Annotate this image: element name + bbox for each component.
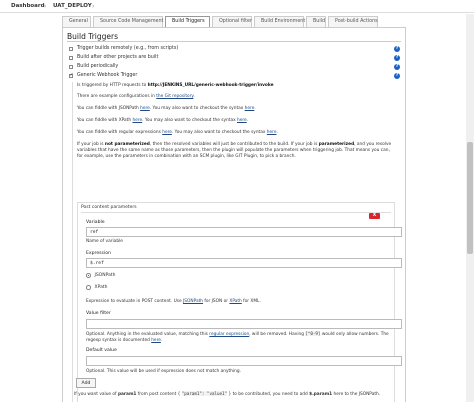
regular-expression-link[interactable]: regular expression [209, 332, 250, 337]
jsonpath-syntax-link[interactable]: here [244, 106, 255, 111]
regex-doc-link[interactable]: here [151, 338, 161, 343]
breadcrumb-job[interactable]: UAT_DEPLOY [53, 3, 92, 9]
jsonpath-text: You can fiddle with JSONPath here. You may also want to checkout the syntax here. [77, 106, 256, 111]
trigger-remote-label: Trigger builds remotely (e.g., from scripts) [77, 46, 179, 51]
xpath-link[interactable]: XPath [229, 299, 242, 304]
jsonpath-link[interactable]: JSONPath [182, 299, 204, 304]
expression-label: Expression [86, 251, 111, 256]
jsonpath-fiddle-link[interactable]: here [140, 106, 150, 111]
scrollbar-thumb[interactable] [467, 142, 473, 254]
webhook-config [72, 82, 398, 402]
trigger-remote-row[interactable] [69, 45, 178, 52]
section-title: Build Triggers [67, 32, 118, 41]
help-icon[interactable]: ? [395, 64, 399, 69]
tab-general[interactable]: General [62, 16, 91, 27]
help-icon[interactable]: ? [395, 55, 399, 60]
xpath-syntax-link[interactable]: here [237, 118, 247, 123]
variable-help: Name of variable [86, 239, 123, 244]
radio-xpath-row[interactable] [86, 284, 107, 291]
section-divider [67, 41, 401, 42]
breadcrumb-dashboard[interactable]: Dashboard [11, 3, 45, 9]
value-filter-help: Optional. Anything in the evaluated value, matching this regular expression, will be removed. Having [^0-9] would only allow numbers. The regexp syntax is documented here. [86, 331, 389, 343]
variable-label: Variable [86, 220, 105, 225]
radio-xpath-label: XPath [94, 285, 108, 290]
tab-optional-filter[interactable]: Optional filter [212, 16, 252, 27]
post-content-divider [81, 212, 391, 213]
parameterized-text: If your job is not parameterized, then the resolved variables will just be contributed to the build. If your job is parameterized, and you resolve variables that have the same name as those parameters, then the plugin will populate the parameters when triggering job. That means you can, for example, use the parameters in combination with an SCM plugin, like GIT Plugin, to pick a branch. [77, 142, 392, 159]
top-bar [0, 0, 474, 13]
default-value-help: Optional. This value will be used if expression does not match anything. [86, 369, 241, 374]
value-filter-label: Value filter [86, 311, 111, 316]
help-icon[interactable]: ? [395, 46, 399, 51]
trigger-after-other-checkbox[interactable] [69, 56, 73, 60]
tab-build[interactable]: Build [306, 16, 326, 27]
delete-parameter-button[interactable]: X [369, 213, 380, 219]
trigger-after-other-label: Build after other projects are built [77, 55, 159, 60]
webhook-url-text: Is triggered by HTTP requests to http://JENKINS_URL/generic-webhook-trigger/invoke [77, 83, 274, 88]
trigger-webhook-row[interactable] [69, 72, 137, 79]
trigger-periodic-label: Build periodically [77, 64, 119, 69]
radio-xpath[interactable] [86, 285, 91, 290]
radio-jsonpath-label: JSONPath [94, 273, 116, 278]
expression-input[interactable]: $.ref [86, 258, 402, 268]
trigger-after-other-row[interactable] [69, 54, 158, 61]
default-value-input[interactable] [86, 356, 402, 366]
param-example-text: If you want value of param1 from post content { "param1": "value1" } to be contributed, you need to add $.param1 here to the JSONPath. [74, 391, 381, 397]
post-content-title: Post content parameters [81, 205, 137, 210]
tab-post-build-actions[interactable]: Post-build Actions [328, 16, 378, 27]
post-content-parameters [77, 202, 395, 402]
expression-help: Expression to evaluate in POST content. Use JSONPath for JSON or XPath for XML. [86, 299, 261, 304]
breadcrumb-separator: › [44, 3, 47, 10]
examples-text: There are example configurations in the Git repository. [77, 94, 195, 99]
tab-build-environment[interactable]: Build Environment [254, 16, 304, 27]
trigger-remote-checkbox[interactable] [69, 47, 73, 51]
xpath-text: You can fiddle with XPath here. You may also want to checkout the syntax here. [77, 118, 249, 123]
help-icon[interactable]: ? [395, 73, 399, 78]
breadcrumb-separator-2: › [92, 3, 95, 10]
tab-source-code-management[interactable]: Source Code Management [93, 16, 163, 27]
xpath-fiddle-link[interactable]: here [132, 118, 143, 123]
add-parameter-button[interactable]: Add [76, 378, 96, 388]
trigger-periodic-row[interactable] [69, 63, 118, 70]
page-scrollbar[interactable] [466, 14, 474, 402]
variable-input[interactable]: ref [86, 227, 402, 237]
radio-jsonpath-row[interactable] [86, 272, 115, 279]
regex-text: You can fiddle with regular expressions here. You may also want to checkout the syntax here. [77, 130, 278, 135]
default-value-label: Default value [86, 348, 117, 353]
radio-jsonpath[interactable] [86, 273, 91, 278]
git-repository-link[interactable]: the Git repository [156, 94, 194, 99]
trigger-webhook-checkbox[interactable] [69, 74, 73, 78]
trigger-webhook-label: Generic Webhook Trigger [77, 73, 138, 78]
trigger-periodic-checkbox[interactable] [69, 65, 73, 69]
build-triggers-panel [62, 27, 406, 402]
regex-syntax-link[interactable]: here [266, 130, 277, 135]
value-filter-input[interactable] [86, 319, 402, 329]
regex-fiddle-link[interactable]: here [162, 130, 172, 135]
tab-build-triggers[interactable]: Build Triggers [165, 16, 210, 27]
